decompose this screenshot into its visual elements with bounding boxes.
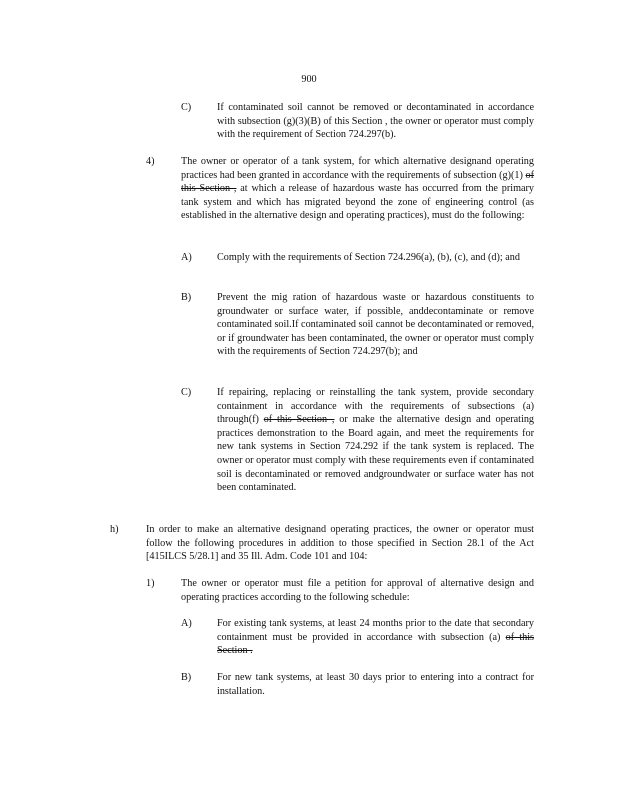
struck-text: of this Section , [263, 414, 335, 426]
item-text: If contaminated soil cannot be removed or decontaminated in accordance with subsection (g)(3)(B) of this Section , the owner or operator must comply with the requirement of Section 724.297(b). [217, 102, 534, 141]
item-label: C) [181, 102, 192, 113]
item-text: For new tank systems, at least 30 days prior to entering into a contract for installation. [217, 672, 534, 697]
item-label: A) [181, 618, 192, 629]
item-label: A) [181, 252, 192, 263]
struck-text: of this Section , [181, 169, 534, 195]
item-text: The owner or operator must file a petition for approval of alternative design and operating practices according to the following schedule: [181, 578, 534, 603]
item-text: The owner or operator of a tank system, for which alternative designand operating practices had been granted in accordance with the requirements of subsection (g)(1) of this Section , at which a release of hazardous waste has occurred from the primary tank system and which has migrated beyond the zone of engineering control (as established in the alternative design and operating practices), must do the following: [181, 156, 535, 222]
item-text: If repairing, replacing or reinstalling the tank system, provide secondary containment in accordance with the requirements of subsections (a) through(f) of this Section , or make the alternative design and operating practices demonstration to the Board again, and meet the requirements for new tank systems in Section 724.292 if the tank system is replaced. The owner or operator must comply with these requirements even if contaminated soil is decontaminated or removed andgroundwater or surface water has not been contaminated. [217, 387, 535, 494]
item-text: Prevent the mig ration of hazardous waste or hazardous constituents to groundwater or surface water, if possible, anddecontaminate or remove contaminated soil.If contaminated soil cannot be decontaminated or removed, or if groundwater has been contaminated, the owner or operator must comply with the requirements of Section 724.297(b); and [217, 292, 534, 358]
item-text: In order to make an alternative designand operating practices, the owner or operator must follow the following procedures in addition to those specified in Section 28.1 of the Act [415ILCS 5/28.1] and 35 Ill. Adm. Code 101 and 104: [146, 524, 534, 563]
item-label: C) [181, 387, 192, 398]
struck-text: of this Section . [217, 631, 534, 657]
item-text: For existing tank systems, at least 24 months prior to the date that secondary containment must be provided in accordance with subsection (a) of this Section . [217, 618, 534, 657]
item-label: B) [181, 672, 192, 683]
item-label: B) [181, 292, 192, 303]
item-text: Comply with the requirements of Section 724.296(a), (b), (c), and (d); and [217, 252, 520, 263]
item-label: 4) [146, 156, 155, 167]
page-number: 900 [301, 74, 317, 85]
item-label: h) [110, 524, 119, 535]
item-label: 1) [146, 578, 155, 589]
